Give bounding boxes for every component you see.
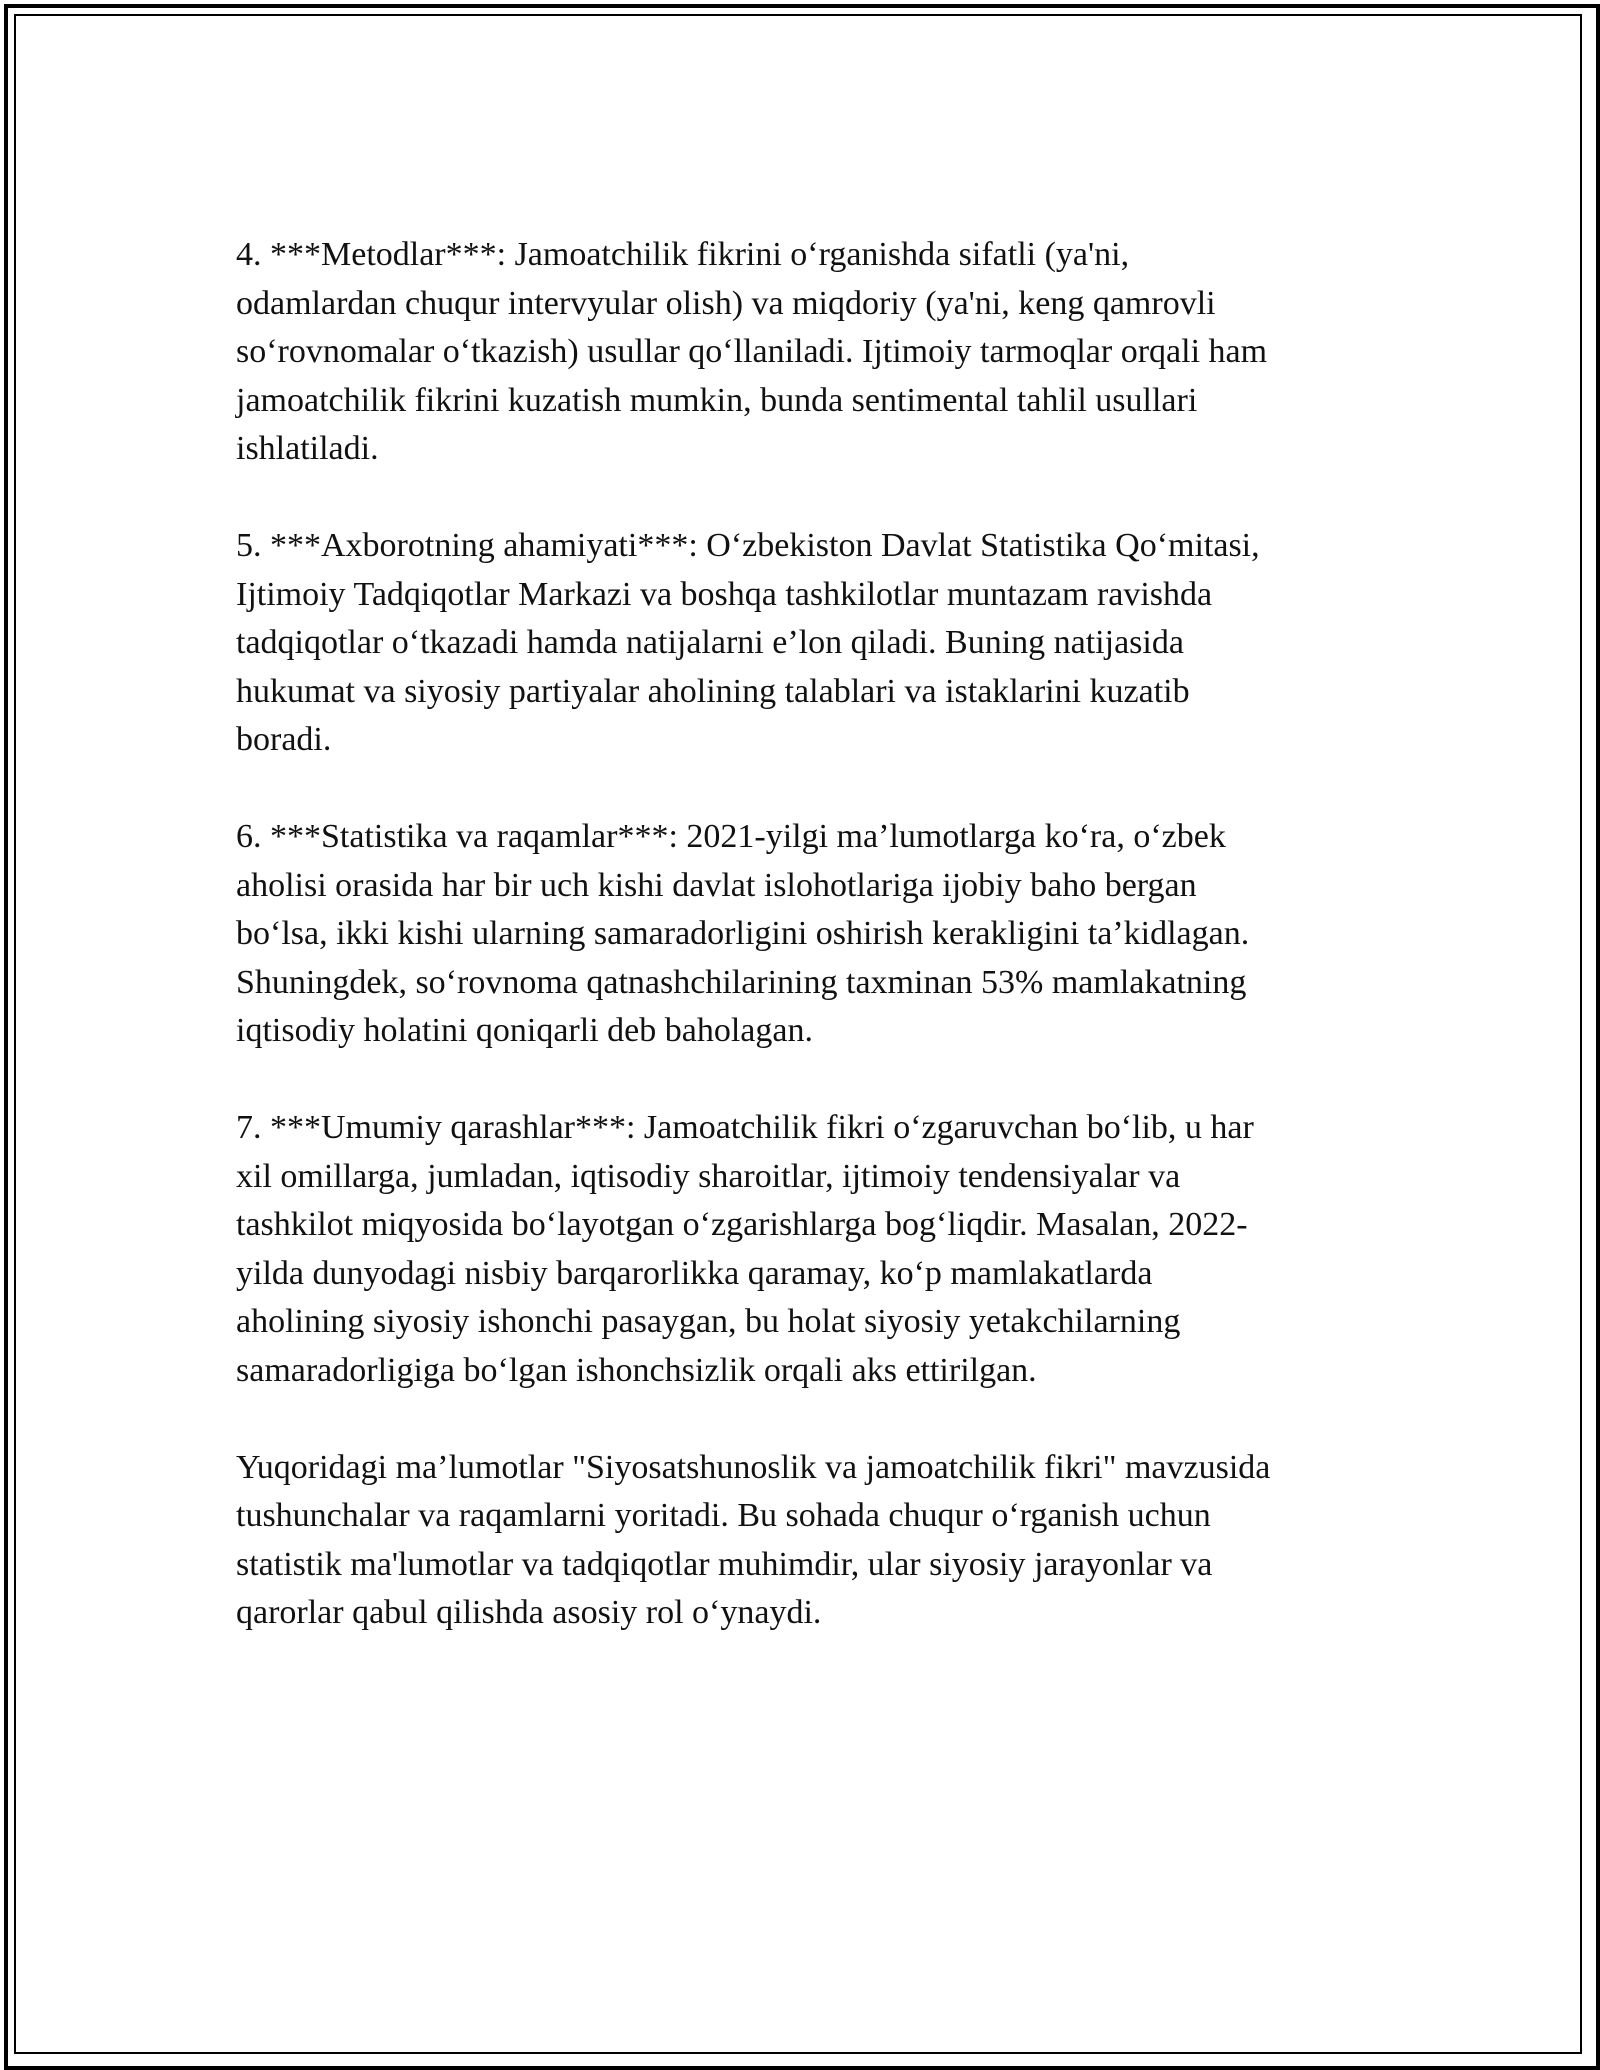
paragraph-metodlar <box>236 231 1366 474</box>
text-line: aholining siyosiy ishonchi pasaygan, bu holat siyosiy yetakchilarning <box>236 1303 1181 1340</box>
text-line: odamlardan chuqur intervyular olish) va miqdoriy (ya'ni, keng qamrovli <box>236 284 1216 322</box>
paragraph-statistika-va-raqamlar <box>236 813 1366 1056</box>
paragraph-conclusion <box>236 1444 1366 1638</box>
text-line: tushunchalar va raqamlarni yoritadi. Bu sohada chuqur o‘rganish uchun <box>236 1497 1211 1534</box>
text-line: qarorlar qabul qilishda asosiy rol o‘ynaydi. <box>236 1594 822 1631</box>
text-line: hukumat va siyosiy partiyalar aholining talablari va istaklarini kuzatib <box>236 672 1190 710</box>
text-line: jamoatchilik fikrini kuzatish mumkin, bunda sentimental tahlil usullari <box>236 381 1198 419</box>
text-line: iqtisodiy holatini qoniqarli deb baholagan. <box>236 1012 813 1049</box>
text-line: 6. ***Statistika va raqamlar***: 2021-yilgi ma’lumotlarga ko‘ra, o‘zbek <box>236 818 1226 855</box>
text-line: bo‘lsa, ikki kishi ularning samaradorligini oshirish kerakligini ta’kidlagan. <box>236 915 1250 952</box>
text-line: Shuningdek, so‘rovnoma qatnashchilarining taxminan 53% mamlakatning <box>236 963 1247 1001</box>
text-line: boradi. <box>236 721 332 758</box>
text-line: 7. ***Umumiy qarashlar***: Jamoatchilik fikri o‘zgaruvchan bo‘lib, u har <box>236 1109 1254 1146</box>
text-line: Ijtimoiy Tadqiqotlar Markazi va boshqa tashkilotlar muntazam ravishda <box>236 575 1213 613</box>
text-line: ishlatiladi. <box>236 430 379 467</box>
document-body <box>236 231 1366 1686</box>
text-line: statistik ma'lumotlar va tadqiqotlar muhimdir, ular siyosiy jarayonlar va <box>236 1545 1213 1583</box>
text-line: Yuqoridagi ma’lumotlar "Siyosatshunoslik va jamoatchilik fikri" mavzusida <box>236 1448 1271 1486</box>
text-line: tashkilot miqyosida bo‘layotgan o‘zgarishlarga bog‘liqdir. Masalan, 2022- <box>236 1206 1248 1243</box>
text-line: 4. ***Metodlar***: Jamoatchilik fikrini o‘rganishda sifatli (ya'ni, <box>236 236 1130 273</box>
text-line: so‘rovnomalar o‘tkazish) usullar qo‘llaniladi. Ijtimoiy tarmoqlar orqali ham <box>236 333 1268 370</box>
text-line: aholisi orasida har bir uch kishi davlat islohotlariga ijobiy baho bergan <box>236 866 1197 904</box>
paragraph-axborotning-ahamiyati <box>236 522 1366 765</box>
paragraph-umumiy-qarashlar <box>236 1104 1366 1395</box>
text-line: xil omillarga, jumladan, iqtisodiy sharoitlar, ijtimoiy tendensiyalar va <box>236 1157 1181 1195</box>
text-line: tadqiqotlar o‘tkazadi hamda natijalarni e’lon qiladi. Buning natijasida <box>236 624 1184 661</box>
text-line: yilda dunyodagi nisbiy barqarorlikka qaramay, ko‘p mamlakatlarda <box>236 1254 1153 1292</box>
text-line: samaradorligiga bo‘lgan ishonchsizlik orqali aks ettirilgan. <box>236 1351 1037 1389</box>
text-line: 5. ***Axborotning ahamiyati***: O‘zbekiston Davlat Statistika Qo‘mitasi, <box>236 527 1260 564</box>
